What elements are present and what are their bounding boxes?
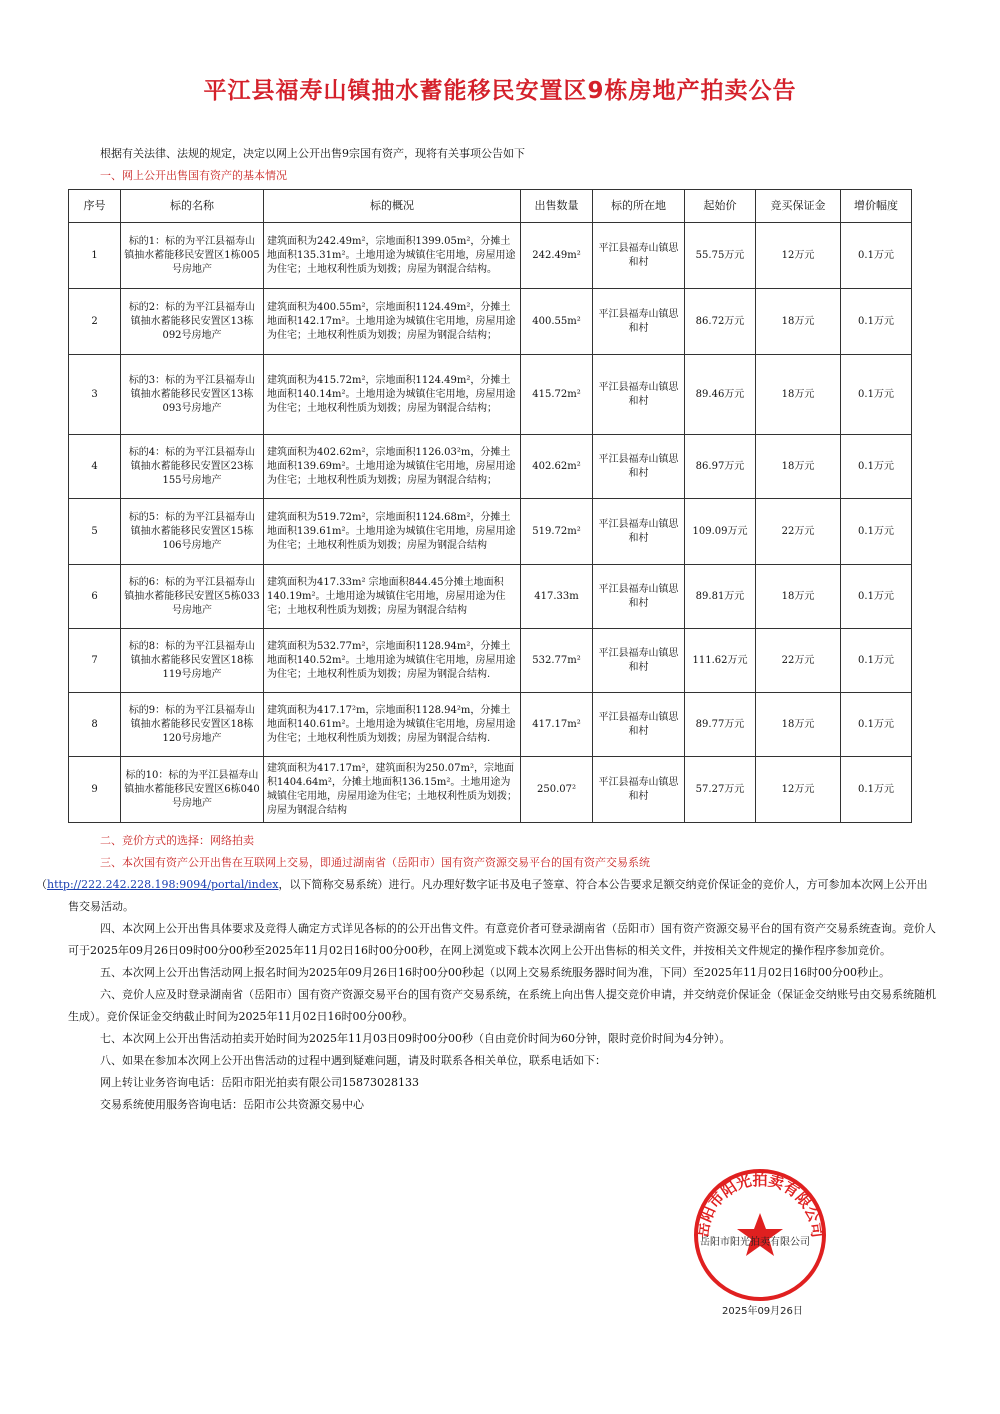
asset-location: 平江县福寿山镇思和村 [593, 629, 685, 693]
asset-table [68, 189, 912, 823]
section4-text: 四、本次网上公开出售具体要求及竞得人确定方式详见各标的的公开出售文件。有意竞价者可登录湖南省（岳阳市）国有资产资源交易平台的国有资产交易系统查询。竞价人可于2025年09月26日09时00分00秒至2025年11月02日16时00分00秒，在网上浏览或下载本次网上公开出售标的相关文件，并按相关文件规定的操作程序参加竞价。 [68, 922, 936, 957]
asset-description: 建筑面积为417.17m²，建筑面积为250.07m²，宗地面积1404.64m²，分摊土地面积136.15m²。土地用途为城镇住宅用地，房屋用途为住宅；土地权利性质为划拨；房屋为钢混合结构 [264, 757, 521, 823]
section6-text: 六、竞价人应及时登录湖南省（岳阳市）国有资产资源交易平台的国有资产交易系统，在系统上向出售人提交竞价申请，并交纳竞价保证金（保证金交纳账号由交易系统随机生成）。竞价保证金交纳截止时间为2025年11月02日16时00分00秒。 [68, 988, 936, 1023]
asset-quantity: 519.72m² [521, 499, 593, 565]
bid-deposit: 18万元 [756, 289, 841, 355]
row-number: 8 [69, 693, 121, 757]
header-desc: 标的概况 [264, 190, 521, 223]
asset-location: 平江县福寿山镇思和村 [593, 223, 685, 289]
asset-description: 建筑面积为532.77m²，宗地面积1128.94m²，分摊土地面积140.52m²。土地用途为城镇住宅用地，房屋用途为住宅；土地权利性质为划拨；房屋为钢混合结构. [264, 629, 521, 693]
header-no: 序号 [69, 190, 121, 223]
price-increment: 0.1万元 [841, 693, 912, 757]
section3-part-a: 三、本次国有资产公开出售在互联网上交易，即通过湖南省（岳阳市）国有资产资源交易平台的国有资产交易系统 [100, 856, 650, 869]
body-sections [36, 830, 936, 1116]
notice-date: 2025年09月26日 [722, 1306, 803, 1317]
asset-name: 标的8：标的为平江县福寿山镇抽水蓄能移民安置区18栋119号房地产 [121, 629, 264, 693]
asset-quantity: 400.55m² [521, 289, 593, 355]
bid-deposit: 18万元 [756, 435, 841, 499]
starting-price: 89.81万元 [685, 565, 756, 629]
header-location: 标的所在地 [593, 190, 685, 223]
asset-quantity: 250.07² [521, 757, 593, 823]
header-deposit: 竞买保证金 [756, 190, 841, 223]
starting-price: 89.77万元 [685, 693, 756, 757]
table-row [69, 435, 912, 499]
asset-quantity: 417.17m² [521, 693, 593, 757]
asset-name: 标的5：标的为平江县福寿山镇抽水蓄能移民安置区15栋106号房地产 [121, 499, 264, 565]
starting-price: 111.62万元 [685, 629, 756, 693]
row-number: 6 [69, 565, 121, 629]
header-qty: 出售数量 [521, 190, 593, 223]
row-number: 9 [69, 757, 121, 823]
row-number: 2 [69, 289, 121, 355]
table-row [69, 499, 912, 565]
asset-name: 标的2：标的为平江县福寿山镇抽水蓄能移民安置区13栋092号房地产 [121, 289, 264, 355]
price-increment: 0.1万元 [841, 565, 912, 629]
bid-deposit: 18万元 [756, 355, 841, 435]
asset-name: 标的4：标的为平江县福寿山镇抽水蓄能移民安置区23栋155号房地产 [121, 435, 264, 499]
section2-text: 二、竞价方式的选择：网络拍卖 [100, 834, 254, 847]
asset-description: 建筑面积为242.49m²，宗地面积1399.05m²，分摊土地面积135.31m²。土地用途为城镇住宅用地，房屋用途为住宅；土地权利性质为划拨；房屋为钢混合结构。 [264, 223, 521, 289]
asset-description: 建筑面积为519.72m²，宗地面积1124.68m²，分摊土地面积139.61m²。土地用途为城镇住宅用地，房屋用途为住宅；土地权利性质为划拨；房屋为钢混合结构 [264, 499, 521, 565]
seal-text: 岳阳市阳光拍卖有限公司 [693, 1171, 827, 1239]
section3-part-b: ，以下简称交易系统）进行。凡办理好数字证书及电子签章、符合本公告要求足额交纳竞价保证金的竞价人，方可参加本次网上公开出售交易活动。 [68, 878, 928, 913]
signature-company: 岳阳市阳光拍卖有限公司 [700, 1237, 810, 1248]
starting-price: 109.09万元 [685, 499, 756, 565]
asset-location: 平江县福寿山镇思和村 [593, 355, 685, 435]
starting-price: 86.72万元 [685, 289, 756, 355]
asset-name: 标的9：标的为平江县福寿山镇抽水蓄能移民安置区18栋120号房地产 [121, 693, 264, 757]
table-body [69, 223, 912, 823]
asset-location: 平江县福寿山镇思和村 [593, 435, 685, 499]
asset-name: 标的1：标的为平江县福寿山镇抽水蓄能移民安置区1栋005号房地产 [121, 223, 264, 289]
table-row [69, 629, 912, 693]
starting-price: 55.75万元 [685, 223, 756, 289]
asset-name: 标的3：标的为平江县福寿山镇抽水蓄能移民安置区13栋093号房地产 [121, 355, 264, 435]
asset-name: 标的6：标的为平江县福寿山镇抽水蓄能移民安置区5栋033号房地产 [121, 565, 264, 629]
asset-location: 平江县福寿山镇思和村 [593, 693, 685, 757]
asset-quantity: 532.77m² [521, 629, 593, 693]
contact-business: 网上转让业务咨询电话：岳阳市阳光拍卖有限公司15873028133 [100, 1076, 419, 1089]
asset-location: 平江县福寿山镇思和村 [593, 757, 685, 823]
bid-deposit: 18万元 [756, 693, 841, 757]
table-row [69, 693, 912, 757]
starting-price: 86.97万元 [685, 435, 756, 499]
asset-description: 建筑面积为400.55m²，宗地面积1124.49m²，分摊土地面积142.17m²。土地用途为城镇住宅用地，房屋用途为住宅；土地权利性质为划拨；房屋为钢混合结构； [264, 289, 521, 355]
row-number: 1 [69, 223, 121, 289]
asset-description: 建筑面积为415.72m²，宗地面积1124.49m²，分摊土地面积140.14m²。土地用途为城镇住宅用地，房屋用途为住宅；土地权利性质为划拨；房屋为钢混合结构； [264, 355, 521, 435]
intro-text: 根据有关法律、法规的规定，决定以网上公开出售9宗国有资产，现将有关事项公告如下 [100, 147, 525, 160]
header-price: 起始价 [685, 190, 756, 223]
asset-location: 平江县福寿山镇思和村 [593, 499, 685, 565]
header-increment: 增价幅度 [841, 190, 912, 223]
bid-deposit: 22万元 [756, 629, 841, 693]
notice-title: 平江县福寿山镇抽水蓄能移民安置区9栋房地产拍卖公告 [203, 78, 797, 104]
asset-name: 标的10：标的为平江县福寿山镇抽水蓄能移民安置区6栋040号房地产 [121, 757, 264, 823]
row-number: 7 [69, 629, 121, 693]
table-row [69, 757, 912, 823]
bid-deposit: 12万元 [756, 223, 841, 289]
price-increment: 0.1万元 [841, 355, 912, 435]
price-increment: 0.1万元 [841, 629, 912, 693]
section5-text: 五、本次网上公开出售活动网上报名时间为2025年09月26日16时00分00秒起（以网上交易系统服务器时间为准，下同）至2025年11月02日16时00分00秒止。 [100, 966, 890, 979]
table-row [69, 223, 912, 289]
table-row [69, 565, 912, 629]
asset-quantity: 415.72m² [521, 355, 593, 435]
row-number: 4 [69, 435, 121, 499]
bid-deposit: 12万元 [756, 757, 841, 823]
table-row [69, 289, 912, 355]
asset-quantity: 242.49m² [521, 223, 593, 289]
asset-quantity: 402.62m² [521, 435, 593, 499]
section7-text: 七、本次网上公开出售活动拍卖开始时间为2025年11月03日09时00分00秒（自由竞价时间为60分钟，限时竞价时间为4分钟）。 [100, 1032, 731, 1045]
asset-location: 平江县福寿山镇思和村 [593, 289, 685, 355]
contact-system: 交易系统使用服务咨询电话：岳阳市公共资源交易中心 [100, 1098, 364, 1111]
table-header-row [69, 190, 912, 223]
price-increment: 0.1万元 [841, 435, 912, 499]
starting-price: 89.46万元 [685, 355, 756, 435]
section3-text: 三、本次国有资产公开出售在互联网上交易，即通过湖南省（岳阳市）国有资产资源交易平台的国有资产交易系统 （http://222.242.228.198:9094/portal/index，以下简称交易系统）进行。凡办理好数字证书及电子签章、符合本公告要求足额交纳竞价保证金的竞价人，方可参加本次网上公开出售交易活动。 [36, 856, 928, 913]
price-increment: 0.1万元 [841, 223, 912, 289]
section8-text: 八、如果在参加本次网上公开出售活动的过程中遇到疑难问题，请及时联系各相关单位，联系电话如下： [100, 1054, 606, 1067]
asset-description: 建筑面积为417.17²m，宗地面积1128.94²m，分摊土地面积140.61m²。土地用途为城镇住宅用地，房屋用途为住宅；土地权利性质为划拨；房屋为钢混合结构. [264, 693, 521, 757]
asset-description: 建筑面积为402.62m²，宗地面积1126.03²m，分摊土地面积139.69m²。土地用途为城镇住宅用地，房屋用途为住宅；土地权利性质为划拨；房屋为钢混合结构； [264, 435, 521, 499]
asset-quantity: 417.33m [521, 565, 593, 629]
asset-location: 平江县福寿山镇思和村 [593, 565, 685, 629]
table-row [69, 355, 912, 435]
starting-price: 57.27万元 [685, 757, 756, 823]
row-number: 3 [69, 355, 121, 435]
bid-deposit: 22万元 [756, 499, 841, 565]
price-increment: 0.1万元 [841, 289, 912, 355]
row-number: 5 [69, 499, 121, 565]
price-increment: 0.1万元 [841, 757, 912, 823]
bid-deposit: 18万元 [756, 565, 841, 629]
header-name: 标的名称 [121, 190, 264, 223]
section1-heading: 一、网上公开出售国有资产的基本情况 [100, 169, 287, 182]
asset-description: 建筑面积为417.33m² 宗地面积844.45分摊土地面积140.19m²。土地用途为城镇住宅用地，房屋用途为住宅；土地权利性质为划拨；房屋为钢混合结构 [264, 565, 521, 629]
trading-system-link[interactable]: http://222.242.228.198:9094/portal/index [47, 878, 279, 891]
price-increment: 0.1万元 [841, 499, 912, 565]
